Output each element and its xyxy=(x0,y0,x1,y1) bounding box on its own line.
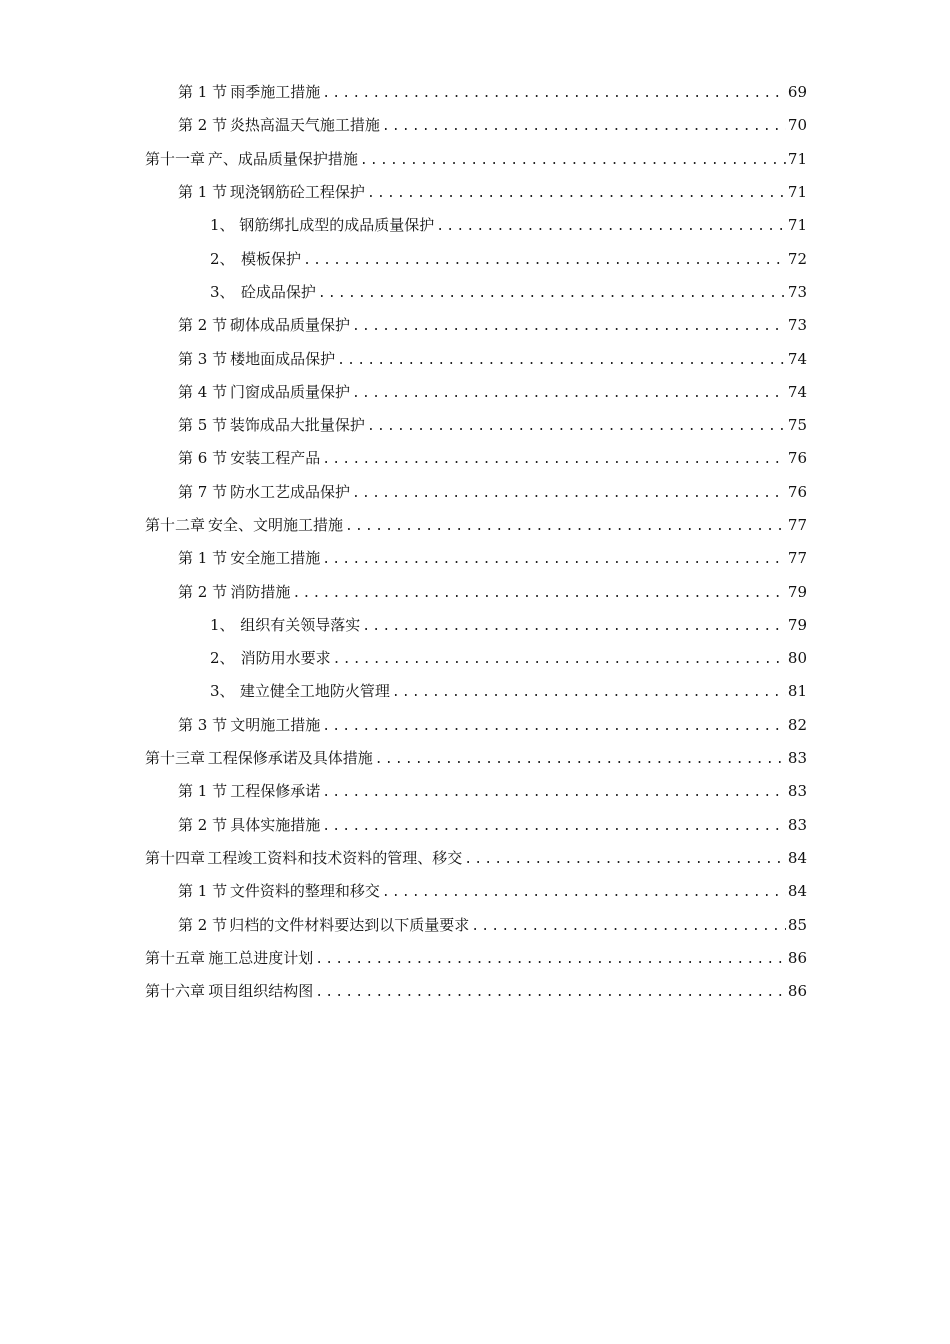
entry-number: 第 3 节 xyxy=(178,349,228,368)
entry-page-number: 86 xyxy=(787,982,807,1001)
entry-number: 第十六章 xyxy=(145,982,206,1001)
entry-page-number: 84 xyxy=(787,882,807,901)
entry-number: 第 7 节 xyxy=(178,482,228,501)
toc-entry[interactable] xyxy=(0,541,950,574)
dot-leader xyxy=(292,586,785,601)
dot-leader xyxy=(367,419,786,434)
entry-number: 第十五章 xyxy=(145,948,206,967)
entry-title: 现浇钢筋砼工程保护 xyxy=(229,183,365,202)
entry-page-number: 77 xyxy=(787,549,807,568)
entry-title: 组织有关领导落实 xyxy=(240,615,361,634)
entry-title: 砌体成品质量保护 xyxy=(230,316,351,335)
toc-entry[interactable] xyxy=(0,241,950,274)
entry-number: 第 1 节 xyxy=(178,83,228,102)
entry-page-number: 80 xyxy=(787,649,807,668)
dot-leader xyxy=(322,86,786,101)
toc-entry[interactable] xyxy=(0,841,950,874)
toc-entry[interactable] xyxy=(0,75,950,108)
entry-page-number: 83 xyxy=(787,782,807,801)
entry-page-number: 70 xyxy=(787,116,807,135)
dot-leader xyxy=(367,186,786,201)
entry-number: 3、 xyxy=(210,682,235,701)
entry-page-number: 76 xyxy=(787,482,807,501)
entry-page-number: 82 xyxy=(787,715,807,734)
entry-title: 安全施工措施 xyxy=(230,549,321,568)
toc-entry[interactable] xyxy=(0,674,950,707)
entry-page-number: 79 xyxy=(787,582,807,601)
entry-title: 砼成品保护 xyxy=(240,282,316,301)
toc-entry[interactable] xyxy=(0,974,950,1007)
entry-page-number: 79 xyxy=(787,615,807,634)
entry-title: 炎热高温天气施工措施 xyxy=(229,116,380,135)
entry-number: 1、 xyxy=(210,216,235,235)
toc-entry[interactable] xyxy=(0,341,950,374)
entry-page-number: 75 xyxy=(787,416,807,435)
toc-entry[interactable] xyxy=(0,574,950,607)
dot-leader xyxy=(352,319,786,334)
dot-leader xyxy=(471,919,786,934)
entry-number: 第 2 节 xyxy=(178,116,228,135)
entry-title: 门窗成品质量保护 xyxy=(230,382,351,401)
dot-leader xyxy=(322,719,786,734)
entry-number: 2、 xyxy=(210,249,235,268)
dot-leader xyxy=(436,219,786,234)
entry-number: 1、 xyxy=(210,615,235,634)
toc-entry[interactable] xyxy=(0,608,950,641)
toc-entry[interactable] xyxy=(0,408,950,441)
dot-leader xyxy=(315,952,786,967)
entry-title: 建立健全工地防火管理 xyxy=(239,682,390,701)
entry-number: 第 1 节 xyxy=(178,183,228,202)
toc-entry[interactable] xyxy=(0,441,950,474)
dot-leader xyxy=(337,353,786,368)
entry-title: 模板保护 xyxy=(241,249,302,268)
entry-title: 归档的文件材料要达到以下质量要求 xyxy=(229,915,470,934)
entry-title: 工程保修承诺及具体措施 xyxy=(207,749,373,768)
entry-page-number: 73 xyxy=(787,282,807,301)
entry-title: 消防用水要求 xyxy=(240,649,331,668)
entry-page-number: 73 xyxy=(787,316,807,335)
entry-number: 第十二章 xyxy=(145,516,206,534)
entry-page-number: 86 xyxy=(787,948,807,967)
entry-page-number: 76 xyxy=(787,449,807,468)
toc-entry[interactable] xyxy=(0,774,950,807)
entry-title: 工程保修承诺 xyxy=(230,782,321,801)
dot-leader xyxy=(382,885,786,900)
entry-title: 装饰成品大批量保护 xyxy=(229,416,365,435)
entry-number: 2、 xyxy=(210,649,235,668)
entry-number: 第 2 节 xyxy=(178,815,228,834)
entry-page-number: 74 xyxy=(787,349,807,368)
entry-page-number: 77 xyxy=(787,516,807,534)
dot-leader xyxy=(318,286,786,301)
toc-entry[interactable] xyxy=(0,308,950,341)
dot-leader xyxy=(333,652,786,667)
toc-entry[interactable] xyxy=(0,741,950,774)
dot-leader xyxy=(464,852,786,867)
dot-leader xyxy=(322,819,786,834)
toc-entry[interactable] xyxy=(0,375,950,408)
toc-entry[interactable] xyxy=(0,475,950,508)
toc-entry[interactable] xyxy=(0,907,950,940)
toc-entry[interactable] xyxy=(0,874,950,907)
entry-title: 楼地面成品保护 xyxy=(230,349,336,368)
entry-title: 具体实施措施 xyxy=(230,815,321,834)
dot-leader xyxy=(352,386,786,401)
entry-page-number: 71 xyxy=(787,183,807,202)
entry-page-number: 72 xyxy=(787,249,807,268)
entry-title: 钢筋绑扎成型的成品质量保护 xyxy=(239,216,435,235)
entry-page-number: 74 xyxy=(787,382,807,401)
toc-entry[interactable] xyxy=(0,175,950,208)
dot-leader xyxy=(382,119,786,134)
entry-number: 第十三章 xyxy=(145,749,206,768)
entry-page-number: 83 xyxy=(787,749,807,768)
entry-number: 第 1 节 xyxy=(178,549,228,568)
entry-number: 第 2 节 xyxy=(178,316,228,335)
toc-entry[interactable] xyxy=(0,508,950,541)
entry-page-number: 71 xyxy=(787,149,807,168)
entry-number: 第 2 节 xyxy=(178,582,228,601)
entry-title: 项目组织结构图 xyxy=(208,982,314,1001)
dot-leader xyxy=(360,153,786,168)
entry-page-number: 85 xyxy=(787,915,807,934)
entry-title: 安全、文明施工措施 xyxy=(207,516,343,534)
dot-leader xyxy=(352,486,786,501)
entry-page-number: 71 xyxy=(787,216,807,235)
toc-entry[interactable] xyxy=(0,641,950,674)
entry-page-number: 84 xyxy=(787,848,807,867)
entry-number: 第 3 节 xyxy=(178,715,228,734)
toc-entry[interactable] xyxy=(0,808,950,841)
entry-title: 雨季施工措施 xyxy=(230,83,321,102)
entry-number: 第 1 节 xyxy=(178,782,228,801)
entry-title: 安装工程产品 xyxy=(230,449,321,468)
entry-number: 第 4 节 xyxy=(178,382,228,401)
entry-title: 消防措施 xyxy=(230,582,291,601)
entry-number: 第 5 节 xyxy=(178,416,228,435)
dot-leader xyxy=(303,253,786,268)
entry-title: 产、成品质量保护措施 xyxy=(207,149,358,168)
toc-entry[interactable] xyxy=(0,142,950,175)
entry-title: 防水工艺成品保护 xyxy=(230,482,351,501)
dot-leader xyxy=(375,752,786,767)
entry-title: 工程竣工资料和技术资料的管理、移交 xyxy=(207,848,463,867)
dot-leader xyxy=(322,552,786,567)
toc-entry[interactable] xyxy=(0,208,950,241)
entry-number: 第 2 节 xyxy=(178,915,228,934)
entry-page-number: 69 xyxy=(787,83,807,102)
entry-page-number: 83 xyxy=(787,815,807,834)
entry-number: 3、 xyxy=(210,282,235,301)
toc-entry[interactable] xyxy=(0,108,950,141)
entry-number: 第十四章 xyxy=(145,848,206,867)
entry-page-number: 81 xyxy=(787,682,807,701)
dot-leader xyxy=(322,785,786,800)
dot-leader xyxy=(392,685,786,700)
entry-title: 文件资料的整理和移交 xyxy=(229,882,380,901)
entry-number: 第 1 节 xyxy=(178,882,228,901)
dot-leader xyxy=(315,985,786,1000)
toc-entry[interactable] xyxy=(0,275,950,308)
dot-leader xyxy=(345,519,786,534)
entry-title: 施工总进度计划 xyxy=(208,948,314,967)
dot-leader xyxy=(362,619,786,634)
table-of-contents xyxy=(0,75,950,1007)
entry-number: 第 6 节 xyxy=(178,449,228,468)
toc-entry[interactable] xyxy=(0,708,950,741)
entry-number: 第十一章 xyxy=(145,149,206,168)
toc-entry[interactable] xyxy=(0,941,950,974)
dot-leader xyxy=(322,452,786,467)
entry-title: 文明施工措施 xyxy=(230,715,321,734)
